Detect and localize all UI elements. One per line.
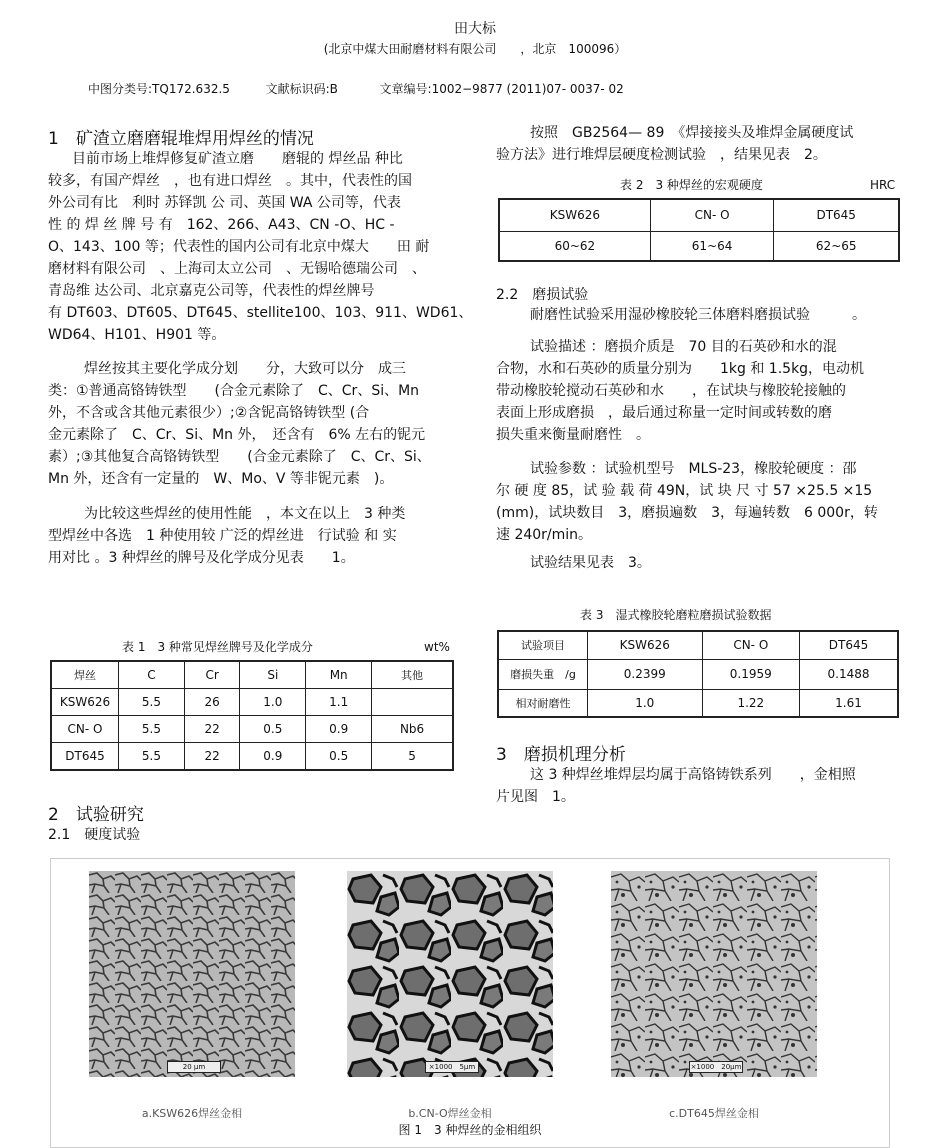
table-header-cell: DT645: [774, 199, 899, 231]
table-cell: 0.9: [240, 743, 306, 771]
table-cell: 1.0: [588, 689, 703, 717]
table-row: [498, 689, 898, 717]
table-cell: 1.0: [240, 689, 306, 716]
text-line: 较多，有国产焊丝 ，也有进口焊丝 。其中，代表性的国: [48, 173, 412, 189]
text-line: 性 的 焊 丝 牌 号 有 162、266、A43、CN -O、HC -: [48, 217, 395, 233]
right-paragraph-4: [496, 458, 906, 546]
text-line: O、143、100 等；代表性的国内公司有北京中煤大 田 耐: [48, 239, 430, 255]
right-paragraph-6: [496, 764, 906, 808]
section-2-1-title: 2.1 硬度试验: [48, 827, 141, 843]
right-paragraph-3: [496, 336, 906, 446]
text-line: 类：①普通高铬铸铁型 (合金元素除了 C、Cr、Si、Mn: [48, 383, 420, 399]
text-line: 按照 GB2564— 89 《焊接接头及堆焊金属硬度试: [530, 125, 854, 141]
table-cell: 0.9: [306, 716, 372, 743]
text-line: 焊丝按其主要化学成分划 分，大致可以分 成三: [84, 361, 406, 377]
scale-bar: 20 μm: [167, 1061, 221, 1073]
table-cell: 5.5: [119, 743, 185, 771]
table-cell: 0.5: [240, 716, 306, 743]
doc-value: :B: [325, 82, 338, 96]
table-cell: CN- O: [51, 716, 119, 743]
table-cell: 5.5: [119, 689, 185, 716]
table-3: [497, 630, 899, 718]
affiliation: (北京中煤大田耐磨材料有限公司 ，北京 100096）: [323, 42, 627, 56]
table-2-caption: 表 2 3 种焊丝的宏观硬度: [620, 178, 763, 192]
micrograph-b-texture: [347, 871, 553, 1077]
micrograph-b: [347, 871, 553, 1077]
table-2-unit: HRC: [870, 178, 896, 192]
text-line: WD64、H101、H901 等。: [48, 327, 226, 343]
text-line: (mm)，试块数目 3，磨损遍数 3，每遍转数 6 000r，转: [496, 505, 878, 521]
table-header-cell: CN- O: [650, 199, 774, 231]
table-cell: 22: [184, 743, 239, 771]
table-cell: 26: [184, 689, 239, 716]
section-2-title: 2 试验研究: [48, 805, 144, 825]
text-line: 外公司有比 利时 苏铎凯 公 司、英国 WA 公司等，代表: [48, 195, 401, 211]
table-cell: 1.22: [702, 689, 799, 717]
table-header-cell: Si: [240, 661, 306, 689]
table-cell: 5.5: [119, 716, 185, 743]
caption-c: c.DT645焊丝金相: [669, 1107, 759, 1120]
text-line: 用对比 。3 种焊丝的牌号及化学成分见表 1。: [48, 550, 355, 566]
table-1-unit: wt%: [424, 640, 450, 654]
left-paragraph-3: [48, 503, 460, 569]
left-paragraph-1: [48, 148, 473, 346]
table-header-row: [51, 661, 453, 689]
text-line: 表面上形成磨损 ，最后通过称量一定时间或转数的磨: [496, 405, 832, 421]
text-line: 磨材料有限公司 、上海司太立公司 、无锡哈德瑞公司 、: [48, 261, 426, 277]
text-line: 型焊丝中各选 1 种使用较 广泛的焊丝进 行试验 和 实: [48, 528, 397, 544]
table-cell: 0.2399: [588, 659, 703, 689]
text-line: 带动橡胶轮搅动石英砂和水 ，在试块与橡胶轮接触的: [496, 383, 846, 399]
table-row: [499, 231, 899, 261]
table-cell: [372, 689, 453, 716]
text-line: 验方法》进行堆焊层硬度检测试验 ，结果见表 2。: [496, 147, 827, 163]
text-line: 有 DT603、DT605、DT645、stellite100、103、911、WD61、: [48, 305, 473, 321]
table-header-cell: 试验项目: [498, 631, 588, 659]
text-line: 青岛维 达公司、北京嘉克公司等，代表性的焊丝牌号: [48, 283, 375, 299]
right-paragraph-1: [496, 122, 906, 166]
text-line: 速 240r/min。: [496, 527, 593, 543]
article-value: :1002−9877 (2011)07- 0037- 02: [427, 82, 624, 96]
figure-1: [50, 858, 890, 1148]
text-line: 外，不含或含其他元素很少）;②含铌高铬铸铁型 (合: [48, 405, 370, 421]
figure-caption: 图 1 3 种焊丝的金相组织: [398, 1123, 542, 1137]
classification-line: [88, 78, 624, 100]
text-line: 这 3 种焊丝堆焊层均属于高铬铸铁系列 ，金相照: [530, 767, 856, 783]
table-cell: 62~65: [774, 231, 899, 261]
text-line: 为比较这些焊丝的使用性能 ，本文在以上 3 种类: [84, 506, 406, 522]
table-cell: 0.1488: [800, 659, 898, 689]
clc-label: 中图分类号: [88, 82, 149, 96]
table-2: [498, 198, 900, 262]
text-line: 片见图 1。: [496, 789, 575, 805]
section-2-2-title: 2.2 磨损试验: [496, 287, 589, 303]
table-row: [51, 743, 453, 771]
section-3-title: 3 磨损机理分析: [496, 745, 626, 765]
table-header-cell: Cr: [184, 661, 239, 689]
table-header-cell: KSW626: [588, 631, 703, 659]
table-header-cell: Mn: [306, 661, 372, 689]
text-line: 试验描述 ：磨损介质是 70 目的石英砂和水的混: [530, 339, 837, 355]
text-line: 合物，水和石英砂的质量分别为 1kg 和 1.5kg，电动机: [496, 361, 865, 377]
table-header-cell: KSW626: [499, 199, 650, 231]
table-header-cell: CN- O: [702, 631, 799, 659]
micrograph-c: [611, 871, 817, 1077]
table-row: [51, 689, 453, 716]
table-header-row: [499, 199, 899, 231]
micrograph-a-texture: [89, 871, 295, 1077]
text-line: 素）;③其他复合高铬铸铁型 (合金元素除了 C、Cr、Si、: [48, 449, 431, 465]
table-cell: 1.1: [306, 689, 372, 716]
table-cell: 磨损失重 /g: [498, 659, 588, 689]
right-paragraph-5: 试验结果见表 3。: [530, 555, 651, 571]
table-cell: KSW626: [51, 689, 119, 716]
table-1-caption: 表 1 3 种常见焊丝牌号及化学成分: [122, 640, 313, 654]
table-cell: 60~62: [499, 231, 650, 261]
table-row: [498, 659, 898, 689]
doc-label: 文献标识码: [265, 82, 326, 96]
table-cell: 0.5: [306, 743, 372, 771]
table-cell: DT645: [51, 743, 119, 771]
section-1-title: 1 矿渣立磨磨辊堆焊用焊丝的情况: [48, 129, 314, 149]
scale-bar: ×1000 5μm: [425, 1061, 479, 1073]
table-cell: 61~64: [650, 231, 774, 261]
table-cell: 1.61: [800, 689, 898, 717]
table-header-row: [498, 631, 898, 659]
text-line: 目前市场上堆焊修复矿渣立磨 磨辊的 焊丝品 种比: [72, 151, 403, 167]
right-paragraph-2: 耐磨性试验采用湿砂橡胶轮三体磨料磨损试验 。: [530, 307, 866, 323]
micrograph-a: [89, 871, 295, 1077]
table-header-cell: DT645: [800, 631, 898, 659]
text-line: Mn 外，还含有一定量的 W、Mo、V 等非铌元素 )。: [48, 471, 394, 487]
table-header-cell: 其他: [372, 661, 453, 689]
clc-value: :TQ172.632.5: [148, 82, 230, 96]
table-3-caption: 表 3 湿式橡胶轮磨粒磨损试验数据: [580, 608, 772, 622]
table-header-cell: 焊丝: [51, 661, 119, 689]
caption-b: b.CN-O焊丝金相: [408, 1107, 492, 1120]
scale-bar: ×1000 20μm: [690, 1063, 742, 1071]
micrograph-c-texture: [611, 871, 817, 1077]
text-line: 损失重来衡量耐磨性 。: [496, 427, 650, 443]
table-header-cell: C: [119, 661, 185, 689]
text-line: 金元素除了 C、Cr、Si、Mn 外， 还含有 6% 左右的铌元: [48, 427, 426, 443]
text-line: 尔 硬 度 85，试 验 载 荷 49N，试 块 尺 寸 57 ×25.5 ×15: [496, 483, 873, 499]
article-label: 文章编号: [379, 82, 428, 96]
table-cell: 22: [184, 716, 239, 743]
table-row: [51, 716, 453, 743]
left-paragraph-2: [48, 358, 460, 490]
text-line: 试验参数 ：试验机型号 MLS-23，橡胶轮硬度 ：邵: [530, 461, 857, 477]
author: 田大标: [454, 21, 496, 37]
table-cell: 5: [372, 743, 453, 771]
table-1: [50, 660, 454, 771]
caption-a: a.KSW626焊丝金相: [141, 1107, 243, 1120]
table-cell: 相对耐磨性: [498, 689, 588, 717]
table-cell: 0.1959: [702, 659, 799, 689]
table-cell: Nb6: [372, 716, 453, 743]
